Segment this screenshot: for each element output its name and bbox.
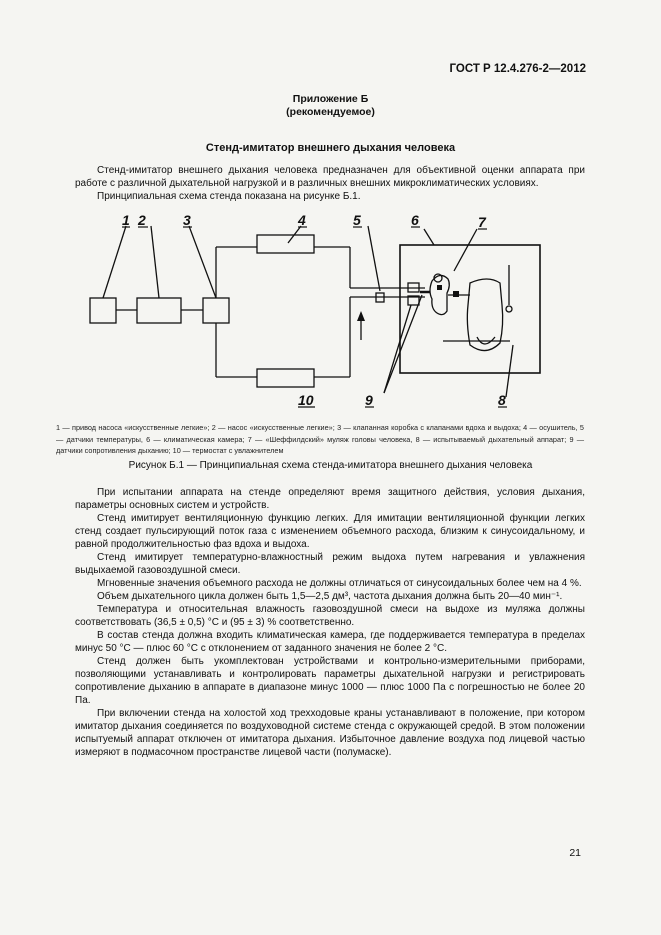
body-paragraph: Объем дыхательного цикла должен быть 1,5—2,5 дм³, частота дыхания должна быть 20—40 мин⁻¹. (97, 591, 563, 602)
page-number: 21 (569, 847, 581, 859)
label-6: 6 (411, 212, 419, 228)
label-1: 1 (122, 212, 130, 228)
label-8: 8 (498, 392, 506, 408)
figure-caption: Рисунок Б.1 — Принципиальная схема стенда-имитатора внешнего дыхания человека (128, 460, 533, 471)
label-9: 9 (365, 392, 373, 408)
body-paragraph: Стенд имитирует температурно-влажностный режим выдоха путем нагревания и увлажнения выдыхаемой газовоздушной смеси. (75, 552, 585, 576)
appendix-title: Приложение Б (292, 93, 369, 105)
body-paragraph: Мгновенные значения объемного расхода не должны отличаться от синусоидальных более чем на 4 %. (97, 578, 582, 589)
body-paragraph: При включении стенда на холостой ход трехходовые краны устанавливают в положение, при котором имитатор дыхания соединяется по воздуховодной системе стенда с окружающей средой. В этом положении испытуемый аппарат отключен от имитатора дыхания. Избыточное давление воздуха под лицевой частью измеряют в подмасочном пространстве лицевой части (полумаске). (75, 708, 585, 758)
body-paragraph: Температура и относительная влажность газовоздушной смеси на выдохе из муляжа должны соответствовать (36,5 ± 0,5) °С и (95 ± 3) % соответственно. (75, 604, 585, 628)
label-5: 5 (353, 212, 361, 228)
block-pump-drive (90, 298, 116, 323)
body-text (75, 486, 585, 759)
block-thermostat (257, 369, 314, 387)
intro-paragraph: Стенд-имитатор внешнего дыхания человека предназначен для объективной оценки аппарата при работе с различной дыхательной нагрузкой и в различных внешних микроклиматических условиях. (75, 165, 585, 189)
label-4: 4 (298, 212, 306, 228)
label-7: 7 (478, 214, 486, 230)
standard-number: ГОСТ Р 12.4.276-2—2012 (449, 63, 586, 75)
label-10: 10 (298, 392, 314, 408)
label-2: 2 (138, 212, 146, 228)
block-dryer (257, 235, 314, 253)
body-paragraph: При испытании аппарата на стенде определяют время защитного действия, условия дыхания, параметры основных систем и устройств. (75, 487, 585, 511)
block-pump (137, 298, 181, 323)
figure-legend: 1 — привод насоса «искусственные легкие»; 2 — насос «искусственные легкие»; 3 — клапанная коробка с клапанами вдоха и выдоха; 4 — осушитель, 5 — датчики температуры, 6 — климатическая камера; 7 — «Шеффилдский» муляж головы человека, 8 — испытываемый дыхательный аппарат; 9 — датчики сопротивления дыханию; 10 — термостат с увлажнителем (56, 423, 584, 455)
intro-text (75, 164, 585, 203)
appendix-status: (рекомендуемое) (286, 106, 375, 118)
label-3: 3 (183, 212, 191, 228)
body-paragraph: Стенд имитирует вентиляционную функцию легких. Для имитации вентиляционной функции легких стенд создает пульсирующий поток газа с изменением объемного расхода, близким к синусоидальному, и равной продолжительностью фаз вдоха и выдоха. (75, 513, 585, 550)
body-paragraph: Стенд должен быть укомплектован устройствами и контрольно-измерительными приборами, позволяющими устанавливать и контролировать параметры дыхательной нагрузки и регистрировать сопротивление дыханию в аппарате в диапазоне минус 1000 — плюс 1000 Па с погрешностью не более 20 Па. (75, 656, 585, 706)
block-valve-box (203, 298, 229, 323)
schematic-figure (40, 205, 560, 417)
section-title: Стенд-имитатор внешнего дыхания человека (205, 142, 456, 154)
apparatus-body (467, 279, 502, 351)
intro-paragraph: Принципиальная схема стенда показана на рисунке Б.1. (97, 191, 361, 202)
climate-chamber (400, 245, 540, 373)
body-paragraph: В состав стенда должна входить климатическая камера, где поддерживается температура в пределах минус 50 °С — плюс 60 °С с отклонением от заданного значения не более 2 °С. (75, 630, 585, 654)
